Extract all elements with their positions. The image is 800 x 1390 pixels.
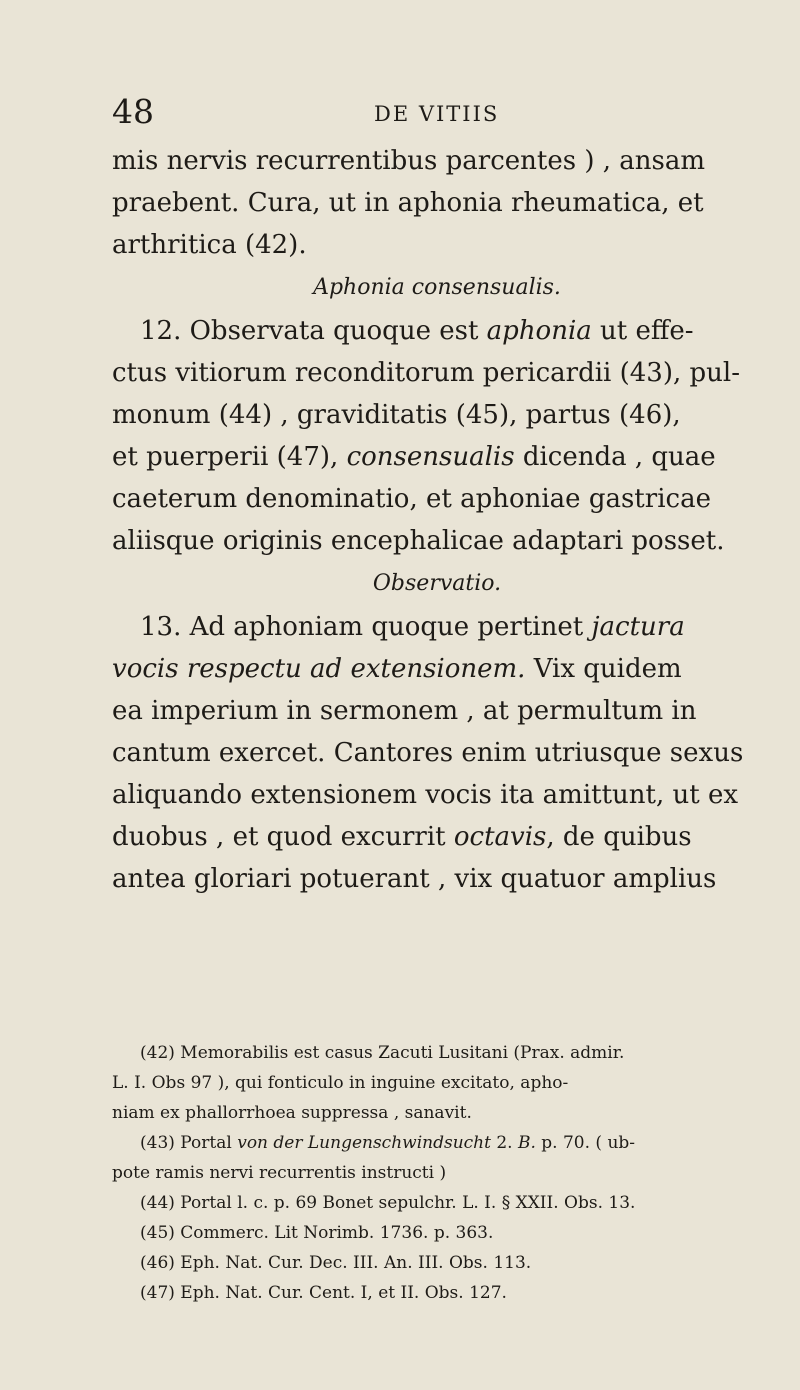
- paragraph-13-line: aliquando extensionem vocis ita amittunt, ut ex: [112, 780, 739, 810]
- footnote-43-cont: pote ramis nervi recurrentis instructi ): [112, 1163, 447, 1183]
- footnote-46: (46) Eph. Nat. Cur. Dec. III. An. III. Obs. 113.: [140, 1253, 532, 1273]
- footnotes: [112, 1038, 762, 1308]
- paragraph-12-line: monum (44) , graviditatis (45), partus (46),: [112, 400, 681, 430]
- footnote-47: (47) Eph. Nat. Cur. Cent. I, et II. Obs. 127.: [140, 1283, 507, 1303]
- text-line: praebent. Cura, ut in aphonia rheumatica, et: [112, 188, 704, 218]
- footnote-44: (44) Portal l. c. p. 69 Bonet sepulchr. L. I. § XXII. Obs. 13.: [140, 1193, 636, 1213]
- paragraph-12-line: aliisque originis encephalicae adaptari posset.: [112, 526, 725, 556]
- paragraph-13-line: ea imperium in sermonem , at permultum in: [112, 696, 697, 726]
- paragraph-13-line: antea gloriari potuerant , vix quatuor amplius: [112, 864, 717, 894]
- paragraph-12-line: ctus vitiorum reconditorum pericardii (43), pul-: [112, 358, 740, 388]
- running-title: DE VITIIS: [374, 102, 500, 126]
- footnote-43: (43) Portal von der Lungenschwindsucht 2. B. p. 70. ( ub-: [140, 1133, 636, 1153]
- paragraph-13-line: duobus , et quod excurrit octavis, de quibus: [112, 822, 692, 852]
- paragraph-12-line: et puerperii (47), consensualis dicenda , quae: [112, 442, 716, 472]
- section-heading-observatio: Observatio.: [372, 571, 502, 596]
- text-line: mis nervis recurrentibus parcentes ) , ansam: [112, 146, 706, 176]
- paragraph-13-line: 13. Ad aphoniam quoque pertinet jactura: [140, 612, 685, 642]
- paragraph-12-line: caeterum denominatio, et aphoniae gastricae: [112, 484, 711, 514]
- paragraph-13-line: vocis respectu ad extensionem. Vix quidem: [112, 654, 682, 684]
- footnote-45: (45) Commerc. Lit Norimb. 1736. p. 363.: [140, 1223, 494, 1243]
- paragraph-13-line: cantum exercet. Cantores enim utriusque sexus: [112, 738, 744, 768]
- footnote-42-cont: L. I. Obs 97 ), qui fonticulo in inguine excitato, apho-: [112, 1073, 569, 1093]
- text-line: arthritica (42).: [112, 230, 307, 260]
- footnote-42: (42) Memorabilis est casus Zacuti Lusitani (Prax. admir.: [140, 1043, 625, 1063]
- main-text: [112, 140, 762, 900]
- page-number: 48: [112, 92, 154, 131]
- footnote-42-cont: niam ex phallorrhoea suppressa , sanavit.: [112, 1103, 472, 1123]
- section-heading-aphonia-consensualis: Aphonia consensualis.: [313, 275, 561, 300]
- page-header: [112, 92, 752, 132]
- paragraph-12-line: 12. Observata quoque est aphonia ut effe-: [140, 316, 694, 346]
